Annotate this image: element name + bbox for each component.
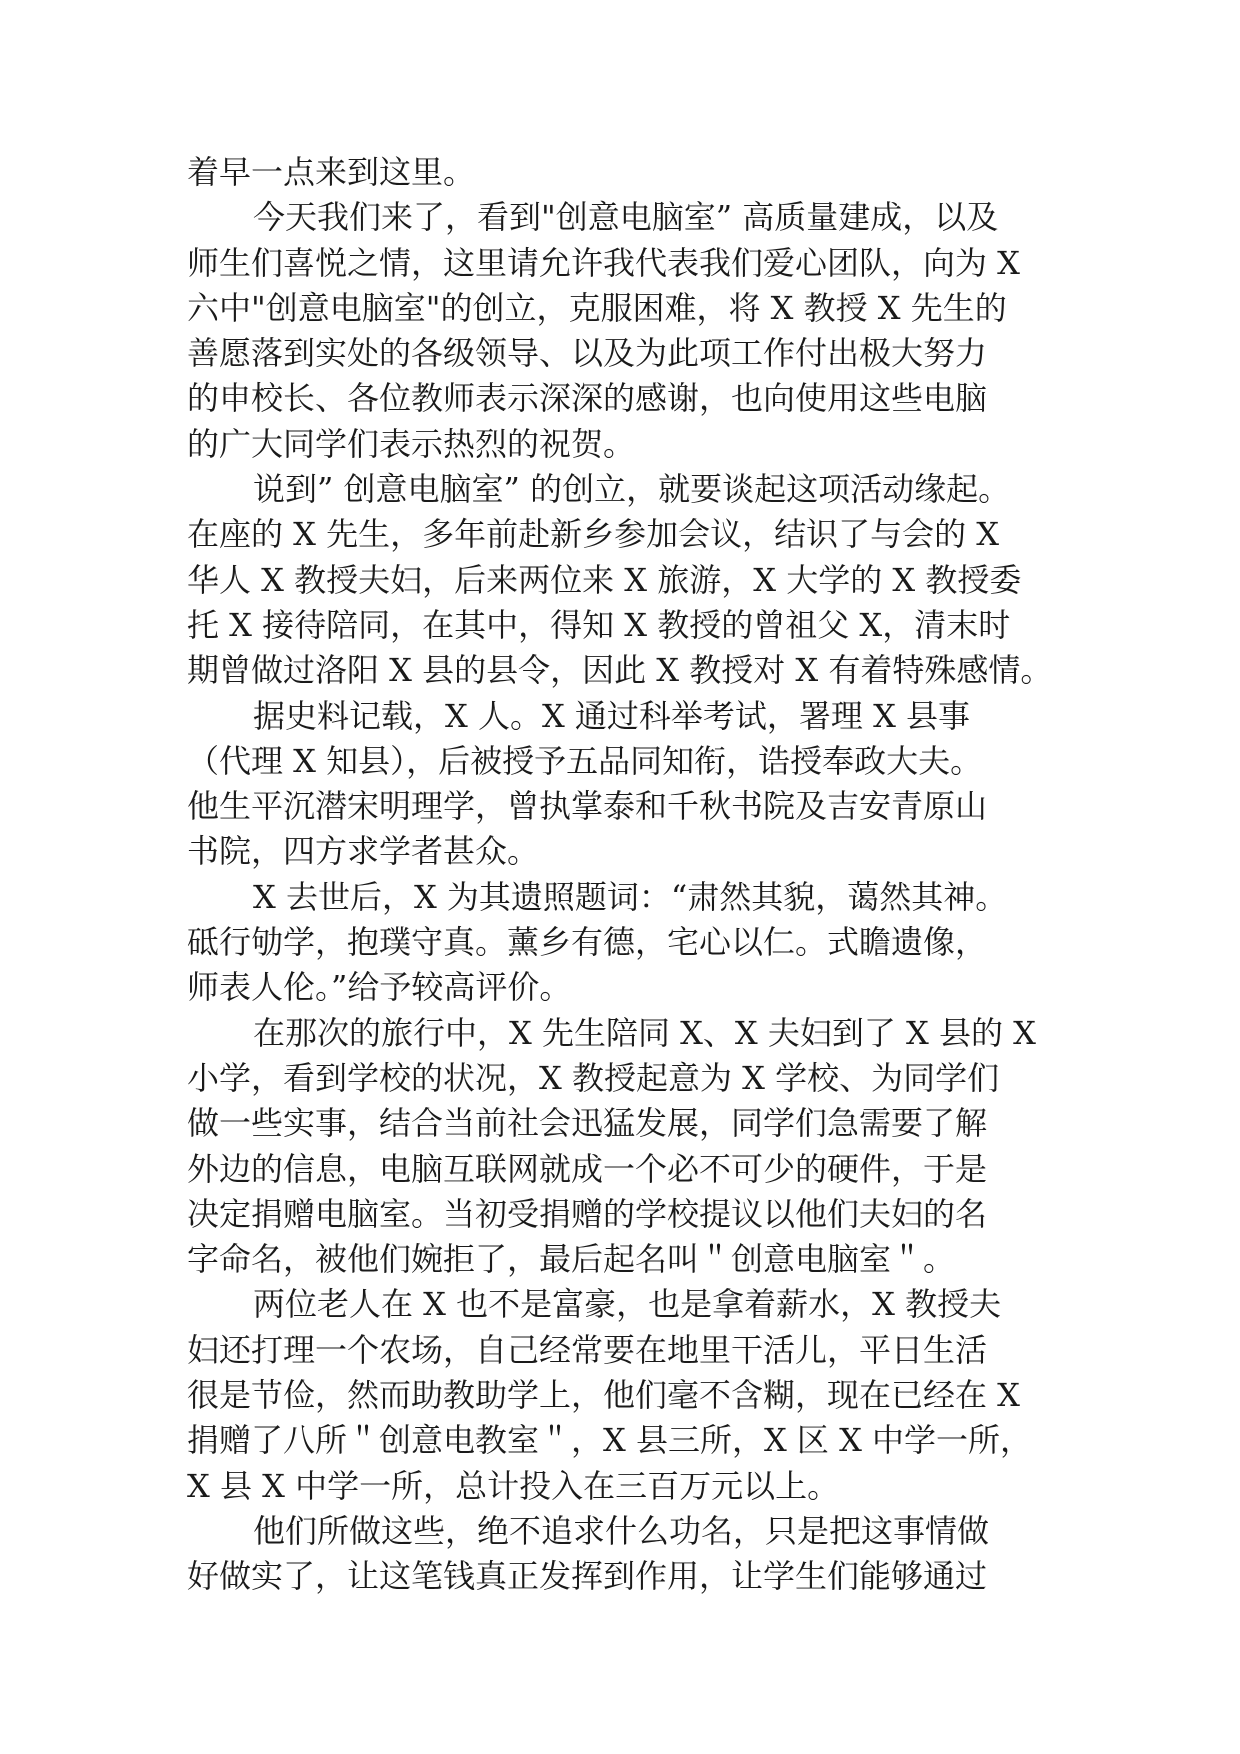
text-line: 字命名，被他们婉拒了，最后起名叫＂创意电脑室＂。	[187, 1240, 956, 1279]
text-line: 决定捐赠电脑室。当初受捐赠的学校提议以他们夫妇的名	[187, 1194, 988, 1233]
text-line: 六中"创意电脑室"的创立，克服困难，将 X 教授 X 先生的	[187, 288, 1007, 327]
text-line: 书院，四方求学者甚众。	[187, 832, 540, 871]
text-line: 捐赠了八所＂创意电教室＂，X 县三所，X 区 X 中学一所，	[187, 1421, 1033, 1460]
text-line: 师生们喜悦之情，这里请允许我代表我们爱心团队，向为 X	[187, 243, 1020, 282]
text-line: 的广大同学们表示热烈的祝贺。	[187, 424, 636, 463]
text-line: 华人 X 教授夫妇，后来两位来 X 旅游，X 大学的 X 教授委	[187, 560, 1022, 599]
text-line: 妇还打理一个农场，自己经常要在地里干活儿，平日生活	[187, 1330, 988, 1369]
text-line: 据史料记载，X 人。X 通过科举考试，署理 X 县事	[253, 696, 971, 735]
text-line: 师表人伦。”给予较高评价。	[187, 968, 572, 1007]
body-text	[187, 150, 1087, 1600]
text-line: 两位老人在 X 也不是富豪，也是拿着薪水，X 教授夫	[253, 1285, 1002, 1324]
text-line: 很是节俭，然而助教助学上，他们毫不含糊，现在已经在 X	[187, 1376, 1020, 1415]
text-line: 今天我们来了，看到"创意电脑室” 高质量建成，以及	[253, 198, 999, 237]
text-line: X 去世后，X 为其遗照题词：“肃然其貌，蔼然其神。	[253, 877, 1008, 916]
text-line: 做一些实事，结合当前社会迅猛发展，同学们急需要了解	[187, 1104, 988, 1143]
text-line: 善愿落到实处的各级领导、以及为此项工作付出极大努力	[187, 334, 988, 373]
text-line: 的申校长、各位教师表示深深的感谢，也向使用这些电脑	[187, 379, 988, 418]
text-line: 说到” 创意电脑室” 的创立，就要谈起这项活动缘起。	[253, 470, 1011, 509]
text-line: 外边的信息，电脑互联网就成一个必不可少的硬件，于是	[187, 1149, 988, 1188]
text-line: 好做实了，让这笔钱真正发挥到作用，让学生们能够通过	[187, 1557, 988, 1596]
text-line: 小学，看到学校的状况，X 教授起意为 X 学校、为同学们	[187, 1058, 1000, 1097]
text-line: 期曾做过洛阳 X 县的县令，因此 X 教授对 X 有着特殊感情。	[187, 651, 1053, 690]
text-line: 砥行劬学，抱璞守真。薰乡有德，宅心以仁。式瞻遗像，	[187, 923, 988, 962]
text-line: 在座的 X 先生，多年前赴新乡参加会议，结识了与会的 X	[187, 515, 1000, 554]
text-line: 着早一点来到这里。	[187, 153, 476, 191]
text-line: （代理 X 知县），后被授予五品同知衔，诰授奉政大夫。	[187, 741, 983, 780]
text-line: 在那次的旅行中，X 先生陪同 X、X 夫妇到了 X 县的 X	[253, 1013, 1036, 1052]
text-line: 他生平沉潜宋明理学，曾执掌泰和千秋书院及吉安青原山	[187, 787, 988, 826]
text-line: X 县 X 中学一所，总计投入在三百万元以上。	[187, 1466, 840, 1505]
text-line: 他们所做这些，绝不追求什么功名，只是把这事情做	[253, 1511, 990, 1550]
text-line: 托 X 接待陪同，在其中，得知 X 教授的曾祖父 X，清末时	[187, 605, 1011, 644]
